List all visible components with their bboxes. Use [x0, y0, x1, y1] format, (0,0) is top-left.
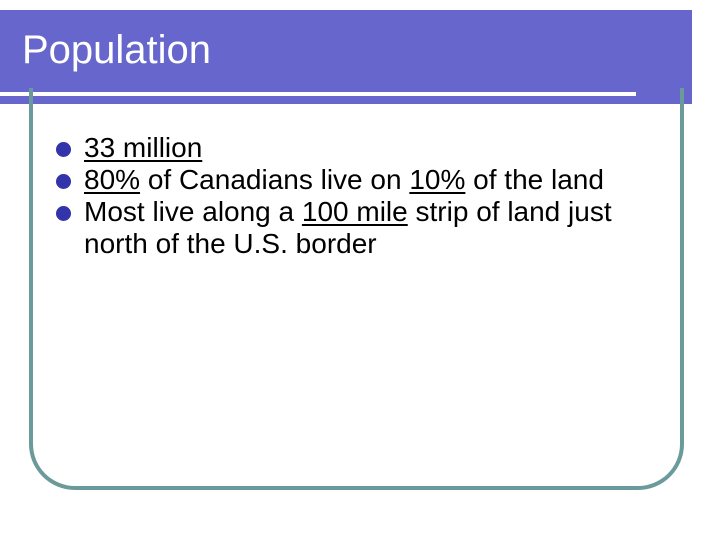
bullet-text-underlined: 100 mile: [301, 196, 408, 227]
bullet-text-underlined: 10%: [409, 164, 466, 195]
bullet-item: [56, 164, 676, 196]
bullet-item: [56, 132, 676, 164]
bullet-text-underlined: 33 million: [84, 132, 203, 163]
bullet-dot-icon: [56, 206, 71, 221]
bullet-list: [56, 132, 676, 260]
bullet-text-underlined: 80%: [84, 164, 141, 195]
bullet-dot-icon: [56, 174, 71, 189]
bullet-text: strip of land just north of the U.S. border: [84, 196, 612, 259]
bullet-dot-icon: [56, 142, 71, 157]
bullet-item: [56, 196, 676, 260]
slide-title: Population: [22, 28, 212, 72]
bullet-text: of Canadians live on: [140, 164, 410, 195]
bullet-text: of the land: [465, 164, 604, 195]
bullet-text: Most live along a: [84, 196, 302, 227]
